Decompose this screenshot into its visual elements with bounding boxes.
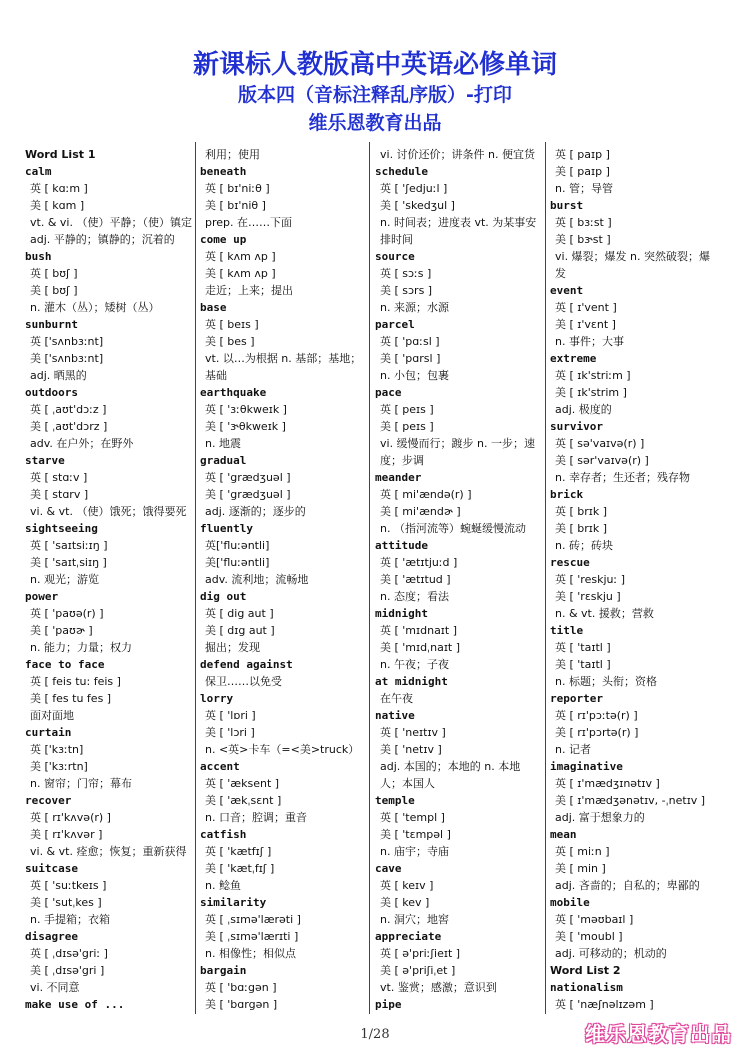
- phonetic: 美 [ 'kætˌfɪʃ ]: [205, 862, 275, 875]
- vocab-word: at midnight: [375, 675, 448, 688]
- meaning: adv. 在户外；在野外: [30, 437, 134, 450]
- phonetic: 英 [ bʊʃ ]: [30, 267, 78, 280]
- word-column-1: [25, 146, 193, 1014]
- phonetic: 美 [ sər'vaɪvə(r) ]: [555, 454, 649, 467]
- phonetic: 美 [ 'saɪtˌsiɪŋ ]: [30, 556, 107, 569]
- meaning: adj. 可移动的；机动的: [555, 947, 667, 960]
- phonetic: 英 [ rɪ'pɔːtə(r) ]: [555, 709, 638, 722]
- meaning: n. 洞穴；地窖: [380, 913, 449, 926]
- phonetic: 美 [ 'grædʒuəl ]: [205, 488, 291, 501]
- phonetic: 美 [ ə'priʃiˌet ]: [380, 964, 456, 977]
- word-list-heading: Word List 1: [25, 148, 96, 161]
- vocab-word: defend against: [200, 658, 293, 671]
- vocab-word: title: [550, 624, 584, 637]
- column-divider: [195, 142, 196, 1014]
- meaning: prep. 在……下面: [205, 216, 293, 229]
- meaning: adj. 本国的；本地的 n. 本地人；本国人: [380, 760, 521, 790]
- phonetic: 美 [ bʊʃ ]: [30, 284, 78, 297]
- vocab-word: suitcase: [25, 862, 78, 875]
- phonetic: 英 [ 'kætfɪʃ ]: [205, 845, 272, 858]
- phonetic: 英 [ ɪk'striːm ]: [555, 369, 631, 382]
- phonetic: 美 [ rɪ'pɔrtə(r) ]: [555, 726, 639, 739]
- meaning: n. （指河流等）蜿蜒缓慢流动: [380, 522, 526, 535]
- phonetic: 美 [ bes ]: [205, 335, 255, 348]
- vocab-word: gradual: [200, 454, 247, 467]
- meaning: n. 幸存者；生还者；残存物: [555, 471, 690, 484]
- phonetic: 英 [ brɪk ]: [555, 505, 608, 518]
- phonetic: 美 [ 'pɑrsl ]: [380, 352, 441, 365]
- vocab-word: beneath: [200, 165, 247, 178]
- vocab-word: cave: [375, 862, 402, 875]
- meaning: n. 手提箱；衣箱: [30, 913, 110, 926]
- phonetic: 英 [ bɪ'niːθ ]: [205, 182, 270, 195]
- phonetic: 美 [ paɪp ]: [555, 165, 610, 178]
- document-title: 新课标人教版高中英语必修单词: [192, 50, 557, 80]
- meaning: adj. 晒黑的: [30, 369, 87, 382]
- meaning: n. 能力；力量；权力: [30, 641, 132, 654]
- meaning: adv. 流利地；流畅地: [205, 573, 309, 586]
- phonetic: 英 [ sə'vaɪvə(r) ]: [555, 437, 645, 450]
- vocab-word: event: [550, 284, 584, 297]
- vocab-word: dig out: [200, 590, 247, 603]
- phonetic: 美 [ bɪ'niθ ]: [205, 199, 266, 212]
- phonetic: 美 [ 'moubl ]: [555, 930, 623, 943]
- phonetic: 英 ['kɜːtn]: [30, 743, 84, 756]
- phonetic: 英 [ 'mɪdnaɪt ]: [380, 624, 457, 637]
- phonetic: 英 [ 'pɑːsl ]: [380, 335, 440, 348]
- meaning: n. 口音；腔调；重音: [205, 811, 307, 824]
- phonetic: 英 [ ɪ'mædʒɪnətɪv ]: [555, 777, 660, 790]
- vocab-word: survivor: [550, 420, 603, 433]
- phonetic: 英 [ sɔːs ]: [380, 267, 432, 280]
- phonetic: 美 [ kʌm ʌp ]: [205, 267, 276, 280]
- phonetic: 美 [ ˌsɪmə'lærɪti ]: [205, 930, 299, 943]
- meaning: n. 相像性；相似点: [205, 947, 296, 960]
- meaning: vt. 鉴赏；感激；意识到: [380, 981, 497, 994]
- vocab-word: brick: [550, 488, 584, 501]
- word-column-2: [200, 146, 365, 1014]
- meaning: n. 标题；头衔；资格: [555, 675, 657, 688]
- meaning: n. 灌木（丛）；矮树（丛）: [30, 301, 160, 314]
- vocab-word: power: [25, 590, 59, 603]
- vocab-word: disagree: [25, 930, 78, 943]
- phonetic: 美 [ 'taɪtl ]: [555, 658, 611, 671]
- meaning: vi. 爆裂；爆发 n. 突然破裂；爆发: [555, 250, 711, 280]
- meaning: adj. 极度的: [555, 403, 612, 416]
- phonetic: 美 [ 'ɝθkweɪk ]: [205, 420, 286, 433]
- phonetic: 美 [ ˌdɪsə'gri ]: [30, 964, 105, 977]
- phonetic: 英 [ miːn ]: [555, 845, 610, 858]
- vocab-word: bargain: [200, 964, 247, 977]
- phonetic: 美 [ dɪg aut ]: [205, 624, 275, 637]
- phonetic: 英 ['sʌnbɜːnt]: [30, 335, 104, 348]
- phonetic: 美 [ 'sutˌkes ]: [30, 896, 102, 909]
- phonetic: 英 [ ˌdɪsə'griː ]: [30, 947, 108, 960]
- vocab-word: make use of ...: [25, 998, 125, 1011]
- phonetic: 英 [ 'reskjuː ]: [555, 573, 625, 586]
- phonetic: 英 [ keɪv ]: [380, 879, 434, 892]
- vocab-word: sunburnt: [25, 318, 78, 331]
- meaning: n. 时间表；进度表 vt. 为某事安排时间: [380, 216, 537, 246]
- phonetic: 美 [ stɑrv ]: [30, 488, 89, 501]
- phonetic: 英 [ 'ʃedjuːl ]: [380, 182, 448, 195]
- meaning: vt. & vi. （使）平静；（使）镇定 adj. 平静的；镇静的；沉着的: [30, 216, 192, 246]
- phonetic: 英 [ 'paʊə(r) ]: [30, 607, 104, 620]
- meaning: n. 态度；看法: [380, 590, 449, 603]
- phonetic: 美 [ 'ætɪtud ]: [380, 573, 451, 586]
- phonetic: 英 [ 'neɪtɪv ]: [380, 726, 446, 739]
- phonetic: 英 [ ɪ'vent ]: [555, 301, 617, 314]
- vocab-word: midnight: [375, 607, 428, 620]
- meaning: adj. 逐渐的；逐步的: [205, 505, 306, 518]
- meaning: n. 午夜；子夜: [380, 658, 449, 671]
- meaning: n. 小包；包裹: [380, 369, 449, 382]
- meaning: n. & vt. 援救；营救: [555, 607, 654, 620]
- meaning: n. 庙宇；寺庙: [380, 845, 449, 858]
- vocab-word: pace: [375, 386, 402, 399]
- phonetic: 英 [ 'məʊbaɪl ]: [555, 913, 634, 926]
- vocab-word: base: [200, 301, 227, 314]
- phonetic: 美 [ 'netɪv ]: [380, 743, 442, 756]
- vocab-word: mobile: [550, 896, 590, 909]
- phonetic: 美 ['sʌnbɜːnt]: [30, 352, 104, 365]
- phonetic: 美 ['kɜːrtn]: [30, 760, 88, 773]
- phonetic: 美 [ ɪ'mædʒənətɪv, -ˌnetɪv ]: [555, 794, 706, 807]
- vocab-word: mean: [550, 828, 577, 841]
- phonetic: 美 [ kɑm ]: [30, 199, 85, 212]
- meaning: 利用；使用: [205, 148, 260, 161]
- vocab-word: outdoors: [25, 386, 78, 399]
- phonetic: 英 [ peɪs ]: [380, 403, 434, 416]
- phonetic: 美 [ 'skedʒul ]: [380, 199, 455, 212]
- vocab-word: nationalism: [550, 981, 623, 994]
- vocab-word: burst: [550, 199, 584, 212]
- meaning: n. 鲶鱼: [205, 879, 241, 892]
- phonetic: 美 [ brɪk ]: [555, 522, 608, 535]
- phonetic: 英 [ 'taɪtl ]: [555, 641, 611, 654]
- vocab-word: attitude: [375, 539, 428, 552]
- phonetic: 美 [ peɪs ]: [380, 420, 434, 433]
- phonetic: 美 [ rɪ'kʌvər ]: [30, 828, 103, 841]
- meaning: 走近；上来；提出: [205, 284, 293, 297]
- phonetic: 英 [ 'saɪtsiːɪŋ ]: [30, 539, 108, 552]
- phonetic: 美 [ 'lɔri ]: [205, 726, 255, 739]
- vocab-word: similarity: [200, 896, 267, 909]
- phonetic: 美 [ ˌaʊt'dɔrz ]: [30, 420, 108, 433]
- vocab-word: calm: [25, 165, 52, 178]
- vocab-word: come up: [200, 233, 247, 246]
- meaning: 保卫……以免受: [205, 675, 282, 688]
- vocab-word: earthquake: [200, 386, 267, 399]
- phonetic: 英 [ dig aut ]: [205, 607, 274, 620]
- phonetic: 美 [ kev ]: [380, 896, 430, 909]
- word-column-3: [375, 146, 540, 1014]
- meaning: 面对面地: [30, 709, 74, 722]
- meaning: vi. & vt. （使）饿死；饿得要死: [30, 505, 187, 518]
- meaning: n. 窗帘；门帘；幕布: [30, 777, 132, 790]
- phonetic: 美 [ mi'ændɚ ]: [380, 505, 461, 518]
- phonetic: 美 [ sɔrs ]: [380, 284, 433, 297]
- meaning: vt. 以…为根据 n. 基部；基地；基础: [205, 352, 362, 382]
- phonetic: 英 [ beɪs ]: [205, 318, 259, 331]
- vocab-word: accent: [200, 760, 240, 773]
- publisher-line: 维乐恩教育出品: [308, 112, 442, 134]
- meaning: adj. 吝啬的；自私的；卑鄙的: [555, 879, 700, 892]
- phonetic: 英 [ 'lɒri ]: [205, 709, 256, 722]
- phonetic: 美 [ min ]: [555, 862, 606, 875]
- vocab-word: rescue: [550, 556, 590, 569]
- vocab-word: source: [375, 250, 415, 263]
- vocab-word: temple: [375, 794, 415, 807]
- phonetic: 英 [ 'bɑːgən ]: [205, 981, 277, 994]
- vocab-word: meander: [375, 471, 422, 484]
- meaning: 在午夜: [380, 692, 413, 705]
- word-column-4: [550, 146, 720, 1014]
- phonetic: 美 [ 'bɑrgən ]: [205, 998, 278, 1011]
- vocab-word: lorry: [200, 692, 234, 705]
- phonetic: 英 [ ə'priːʃieɪt ]: [380, 947, 461, 960]
- vocab-word: imaginative: [550, 760, 623, 773]
- phonetic: 英 [ feis tu: feis ]: [30, 675, 121, 688]
- word-list-heading: Word List 2: [550, 964, 621, 977]
- vocab-word: starve: [25, 454, 65, 467]
- phonetic: 英 [ mi'ændə(r) ]: [380, 488, 472, 501]
- phonetic: 英 [ ˌaʊt'dɔːz ]: [30, 403, 107, 416]
- phonetic: 美 [ ɪk'strim ]: [555, 386, 627, 399]
- meaning: n. 管；导管: [555, 182, 613, 195]
- phonetic: 英 [ bɜːst ]: [555, 216, 612, 229]
- meaning: n. 观光；游览: [30, 573, 99, 586]
- meaning: n. 地震: [205, 437, 241, 450]
- meaning: n. 砖；砖块: [555, 539, 613, 552]
- vocab-word: reporter: [550, 692, 603, 705]
- vocab-word: appreciate: [375, 930, 442, 943]
- column-divider: [545, 142, 546, 1014]
- phonetic: 英 [ 'æksent ]: [205, 777, 280, 790]
- meaning: vi. 讨价还价；讲条件 n. 便宜货: [380, 148, 536, 161]
- meaning: vi. 不同意: [30, 981, 80, 994]
- vocab-word: parcel: [375, 318, 415, 331]
- meaning: 掘出；发现: [205, 641, 260, 654]
- meaning: vi. & vt. 痊愈；恢复；重新获得: [30, 845, 187, 858]
- phonetic: 美 [ 'rɛskju ]: [555, 590, 621, 603]
- phonetic: 英 [ paɪp ]: [555, 148, 610, 161]
- document-subtitle: 版本四（音标注释乱序版）-打印: [238, 84, 512, 106]
- vocab-word: recover: [25, 794, 72, 807]
- vocab-word: catfish: [200, 828, 247, 841]
- vocab-word: sightseeing: [25, 522, 98, 535]
- phonetic: 英 [ 'suːtkeɪs ]: [30, 879, 107, 892]
- phonetic: 英 [ 'grædʒuəl ]: [205, 471, 291, 484]
- vocab-word: schedule: [375, 165, 428, 178]
- phonetic: 英 [ 'templ ]: [380, 811, 445, 824]
- column-divider: [369, 142, 370, 1014]
- vocab-word: extreme: [550, 352, 597, 365]
- phonetic: 美 [ fes tu fes ]: [30, 692, 112, 705]
- phonetic: 英 [ rɪ'kʌvə(r) ]: [30, 811, 111, 824]
- vocab-word: bush: [25, 250, 52, 263]
- phonetic: 英 [ 'ætɪtjuːd ]: [380, 556, 458, 569]
- phonetic: 美['fluːəntli]: [205, 556, 270, 569]
- vocab-word: face to face: [25, 658, 105, 671]
- meaning: adj. 富于想象力的: [555, 811, 645, 824]
- phonetic: 美 [ 'tɛmpəl ]: [380, 828, 451, 841]
- phonetic: 美 [ 'paʊɚ ]: [30, 624, 93, 637]
- meaning: n. 事件；大事: [555, 335, 624, 348]
- meaning: n. 记者: [555, 743, 591, 756]
- meaning: n. <英>卡车（=<美>truck）: [205, 743, 360, 756]
- meaning: vi. 缓慢而行；踱步 n. 一步；速度；步调: [380, 437, 536, 467]
- phonetic: 美 [ 'ækˌsɛnt ]: [205, 794, 282, 807]
- phonetic: 英 [ kʌm ʌp ]: [205, 250, 276, 263]
- vocab-word: native: [375, 709, 415, 722]
- phonetic: 美 [ bɝst ]: [555, 233, 611, 246]
- vocab-word: fluently: [200, 522, 253, 535]
- phonetic: 英 [ kɑːm ]: [30, 182, 88, 195]
- page-number: 1/28: [360, 1027, 390, 1042]
- vocab-word: pipe: [375, 998, 402, 1011]
- phonetic: 英['fluːəntli]: [205, 539, 270, 552]
- phonetic: 美 [ 'mɪdˌnaɪt ]: [380, 641, 461, 654]
- meaning: n. 来源；水源: [380, 301, 449, 314]
- vocab-word: curtain: [25, 726, 72, 739]
- phonetic: 英 [ 'ɜːθkweɪk ]: [205, 403, 287, 416]
- phonetic: 英 [ ˌsɪmə'lærəti ]: [205, 913, 301, 926]
- phonetic: 英 [ 'næʃnəlɪzəm ]: [555, 998, 654, 1011]
- watermark-logo: 维乐恩教育出品: [585, 1022, 732, 1046]
- phonetic: 美 [ ɪ'vɛnt ]: [555, 318, 616, 331]
- phonetic: 英 [ stɑːv ]: [30, 471, 88, 484]
